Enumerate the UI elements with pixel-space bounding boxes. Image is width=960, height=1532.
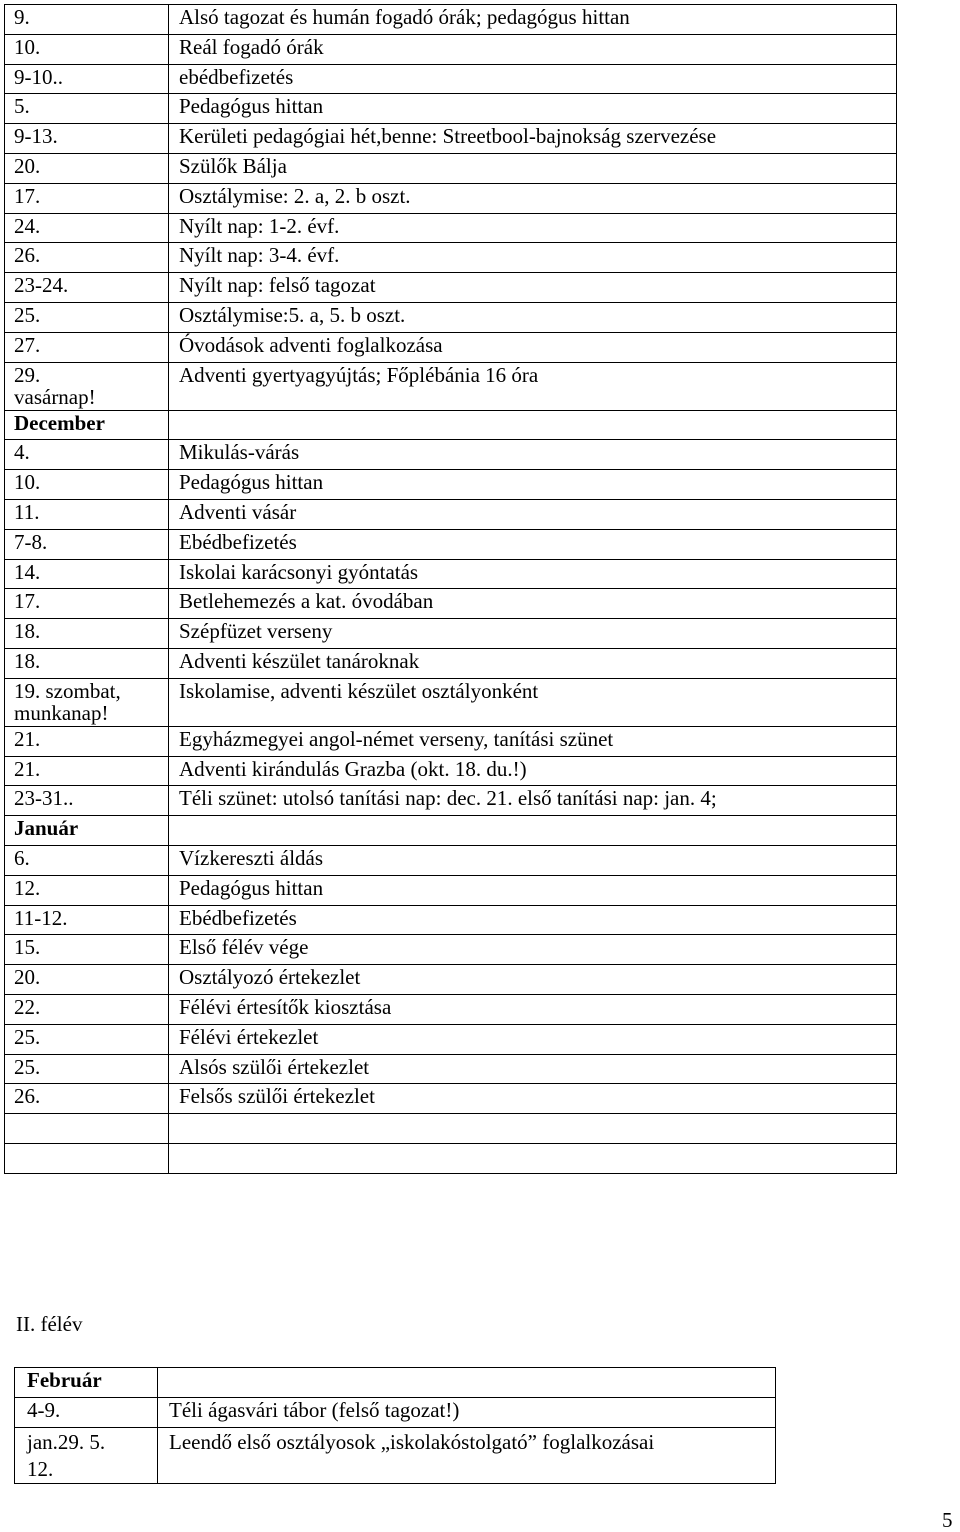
date-cell	[5, 302, 169, 332]
event-cell: Téli szünet: utolsó tanítási nap: dec. 21. első tanítási nap: jan. 4;	[169, 786, 897, 816]
date-cell	[5, 994, 169, 1024]
empty-row	[5, 1114, 897, 1144]
date-text: 20.	[14, 153, 41, 178]
date-text: 10.	[14, 470, 41, 495]
event-cell: Osztálymise: 2. a, 2. b oszt.	[169, 183, 897, 213]
february-schedule-table-body	[15, 1368, 776, 1484]
date-text: 29.	[14, 362, 41, 387]
table-row	[5, 935, 897, 965]
date-cell	[15, 1428, 158, 1484]
date-text: 18.	[14, 619, 41, 644]
event-cell: Téli ágasvári tábor (felső tagozat!)	[158, 1398, 776, 1428]
event-cell: Betlehemezés a kat. óvodában	[169, 589, 897, 619]
event-cell: Vízkereszti áldás	[169, 845, 897, 875]
table-row	[5, 678, 897, 726]
event-cell: Pedagógus hittan	[169, 94, 897, 124]
event-cell: Adventi vásár	[169, 499, 897, 529]
event-cell: Ebédbefizetés	[169, 529, 897, 559]
table-row	[15, 1398, 776, 1428]
table-row	[5, 648, 897, 678]
date-text: 7-8.	[14, 529, 48, 554]
date-cell	[5, 5, 169, 35]
date-text: 25.	[14, 302, 41, 327]
event-cell: Reál fogadó órák	[169, 34, 897, 64]
date-text: 25.	[14, 1054, 41, 1079]
date-cell	[5, 499, 169, 529]
table-row	[5, 470, 897, 500]
date-text: 22.	[14, 994, 41, 1019]
date-text: 26.	[14, 243, 41, 268]
date-text: 4-9.	[27, 1398, 61, 1422]
date-text: 9.	[14, 5, 30, 29]
table-row	[5, 302, 897, 332]
event-cell: Nyílt nap: 1-2. évf.	[169, 213, 897, 243]
event-cell: Nyílt nap: 3-4. évf.	[169, 243, 897, 273]
date-text: 23-24.	[14, 273, 69, 298]
table-row	[5, 64, 897, 94]
date-cell	[5, 1084, 169, 1114]
event-cell: Kerületi pedagógiai hét,benne: Streetbool-bajnokság szervezése	[169, 124, 897, 154]
date-cell	[5, 965, 169, 995]
date-cell	[5, 589, 169, 619]
month-header: Január	[5, 816, 169, 846]
table-row	[15, 1428, 776, 1484]
empty-event-cell	[169, 1114, 897, 1144]
table-row	[5, 243, 897, 273]
date-cell	[5, 619, 169, 649]
table-row	[5, 213, 897, 243]
table-row	[5, 183, 897, 213]
table-row	[5, 5, 897, 35]
date-text: 25.	[14, 1024, 41, 1049]
event-cell: Pedagógus hittan	[169, 875, 897, 905]
event-cell: Osztályozó értekezlet	[169, 965, 897, 995]
date-text: 21.	[14, 726, 41, 751]
table-row	[5, 905, 897, 935]
event-cell: Felsős szülői értekezlet	[169, 1084, 897, 1114]
date-text: 26.	[14, 1084, 41, 1109]
event-cell: Alsó tagozat és humán fogadó órák; pedagógus hittan	[169, 5, 897, 35]
date-text: jan.29. 5.	[27, 1430, 106, 1454]
event-cell: Mikulás-várás	[169, 440, 897, 470]
page-number: 5	[942, 1508, 953, 1532]
event-cell: Osztálymise:5. a, 5. b oszt.	[169, 302, 897, 332]
date-cell	[5, 332, 169, 362]
month-header-blank-cell	[169, 410, 897, 440]
event-cell: Iskolai karácsonyi gyóntatás	[169, 559, 897, 589]
date-text: 14.	[14, 559, 41, 584]
date-note-text: vasárnap!	[14, 384, 96, 409]
date-cell	[5, 124, 169, 154]
date-text: 21.	[14, 756, 41, 781]
date-text: 5.	[14, 94, 30, 119]
date-text: 12.	[14, 875, 41, 900]
date-note-text: munkanap!	[14, 700, 109, 725]
date-cell	[5, 183, 169, 213]
date-text: 23-31..	[14, 786, 74, 811]
event-cell: Első félév vége	[169, 935, 897, 965]
date-text: 9-10..	[14, 64, 63, 89]
empty-date-cell	[5, 1114, 169, 1144]
month-header-row	[5, 816, 897, 846]
date-cell	[5, 756, 169, 786]
table-row	[5, 440, 897, 470]
event-cell: Nyílt nap: felső tagozat	[169, 273, 897, 303]
date-cell	[5, 1054, 169, 1084]
schedule-table	[4, 4, 897, 1174]
date-cell	[5, 470, 169, 500]
date-text: 24.	[14, 213, 41, 238]
february-schedule-table	[14, 1367, 776, 1484]
table-row	[5, 124, 897, 154]
date-text: 20.	[14, 965, 41, 990]
table-row	[5, 559, 897, 589]
date-cell	[5, 273, 169, 303]
date-text: 6.	[14, 845, 30, 870]
table-row	[5, 619, 897, 649]
table-row	[5, 726, 897, 756]
date-cell	[15, 1398, 158, 1428]
event-cell: Adventi gyertyagyújtás; Főplébánia 16 óra	[169, 362, 897, 410]
event-cell: Félévi értekezlet	[169, 1024, 897, 1054]
month-header-blank-cell	[158, 1368, 776, 1398]
date-cell	[5, 213, 169, 243]
event-cell: Szépfüzet verseny	[169, 619, 897, 649]
table-row	[5, 94, 897, 124]
event-cell: Pedagógus hittan	[169, 470, 897, 500]
month-header-row	[5, 410, 897, 440]
table-row	[5, 589, 897, 619]
table-row	[5, 965, 897, 995]
date-cell	[5, 678, 169, 726]
date-text: 11.	[14, 499, 40, 524]
table-row	[5, 756, 897, 786]
event-cell: Óvodások adventi foglalkozása	[169, 332, 897, 362]
date-text: 15.	[14, 935, 41, 960]
table-row	[5, 499, 897, 529]
event-cell: Iskolamise, adventi készület osztályonként	[169, 678, 897, 726]
event-cell: Adventi kirándulás Grazba (okt. 18. du.!)	[169, 756, 897, 786]
date-cell	[5, 648, 169, 678]
table-row	[5, 786, 897, 816]
semester-heading: II. félév	[16, 1312, 83, 1336]
date-text: 10.	[14, 34, 41, 59]
empty-date-cell	[5, 1144, 169, 1174]
month-header-row	[15, 1368, 776, 1398]
event-cell: Egyházmegyei angol-német verseny, tanítási szünet	[169, 726, 897, 756]
month-header-blank-cell	[169, 816, 897, 846]
table-row	[5, 875, 897, 905]
date-note-text: 12.	[27, 1457, 54, 1481]
table-row	[5, 34, 897, 64]
table-row	[5, 273, 897, 303]
date-cell	[5, 34, 169, 64]
empty-row	[5, 1144, 897, 1174]
event-cell: Ebédbefizetés	[169, 905, 897, 935]
date-cell	[5, 529, 169, 559]
date-cell	[5, 243, 169, 273]
table-row	[5, 1054, 897, 1084]
event-cell: ebédbefizetés	[169, 64, 897, 94]
table-row	[5, 994, 897, 1024]
date-text: 17.	[14, 183, 41, 208]
date-text: 9-13.	[14, 124, 58, 149]
date-text: 17.	[14, 589, 41, 614]
table-row	[5, 332, 897, 362]
event-cell: Szülők Bálja	[169, 153, 897, 183]
date-cell	[5, 94, 169, 124]
table-row	[5, 153, 897, 183]
event-cell: Alsós szülői értekezlet	[169, 1054, 897, 1084]
table-row	[5, 845, 897, 875]
event-cell: Adventi készület tanároknak	[169, 648, 897, 678]
empty-event-cell	[169, 1144, 897, 1174]
table-row	[5, 362, 897, 410]
month-header: Február	[15, 1368, 158, 1398]
event-cell: Félévi értesítők kiosztása	[169, 994, 897, 1024]
date-cell	[5, 845, 169, 875]
date-cell	[5, 64, 169, 94]
event-cell: Leendő első osztályosok „iskolakóstolgató” foglalkozásai	[158, 1428, 776, 1484]
date-text: 4.	[14, 440, 30, 465]
table-row	[5, 529, 897, 559]
schedule-table-body	[5, 5, 897, 1174]
date-cell	[5, 153, 169, 183]
date-text: 11-12.	[14, 905, 68, 930]
date-text: 19. szombat,	[14, 678, 121, 703]
table-row	[5, 1084, 897, 1114]
date-cell	[5, 559, 169, 589]
date-cell	[5, 875, 169, 905]
date-cell	[5, 786, 169, 816]
date-text: 18.	[14, 648, 41, 673]
date-text: 27.	[14, 332, 41, 357]
date-cell	[5, 1024, 169, 1054]
date-cell	[5, 905, 169, 935]
table-row	[5, 1024, 897, 1054]
date-cell	[5, 726, 169, 756]
month-header: December	[5, 410, 169, 440]
date-cell	[5, 935, 169, 965]
date-cell	[5, 362, 169, 410]
date-cell	[5, 440, 169, 470]
